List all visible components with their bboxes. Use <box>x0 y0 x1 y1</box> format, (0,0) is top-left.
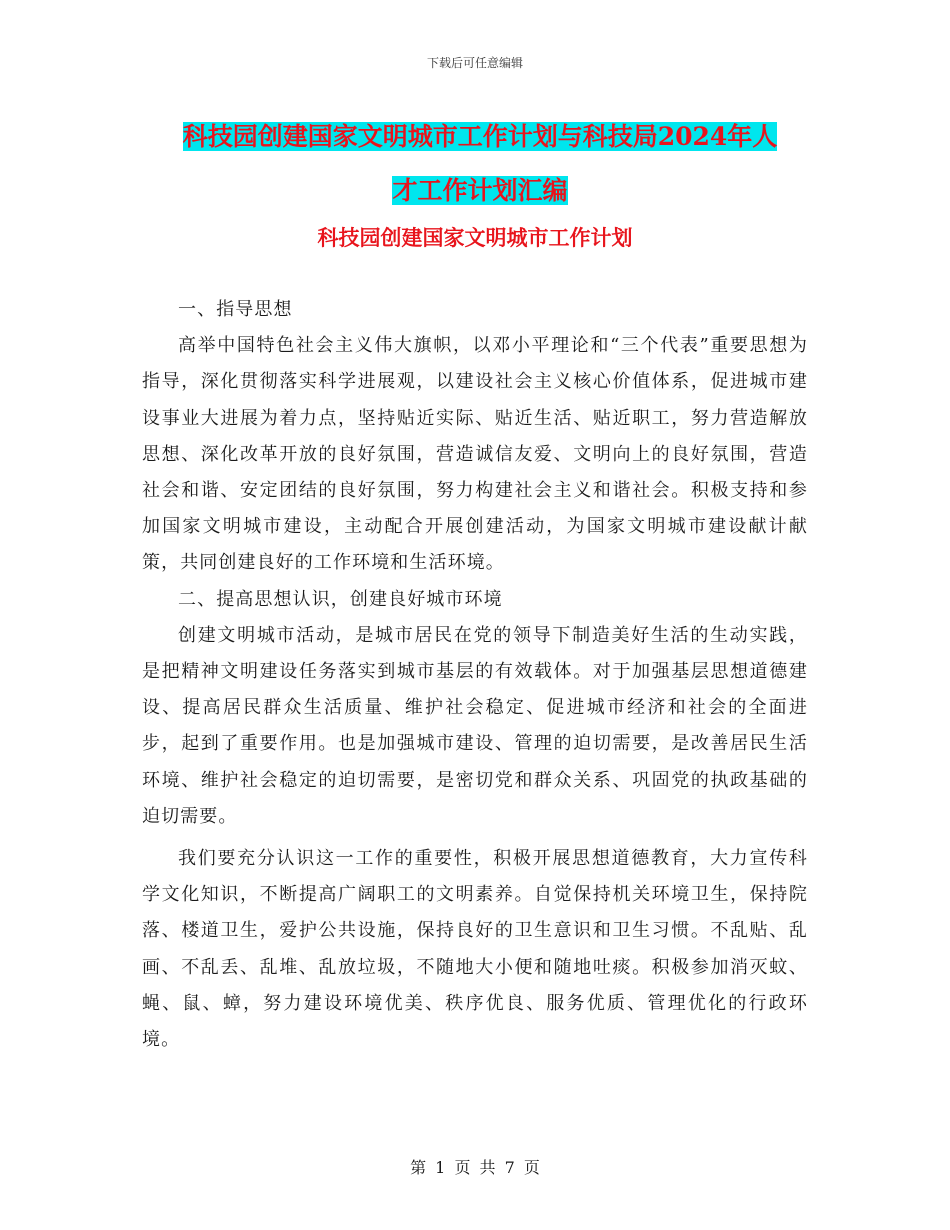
document-title <box>140 110 820 218</box>
document-body <box>142 292 808 1058</box>
document-title-line-1: 科技园创建国家文明城市工作计划与科技局2024年人 <box>182 122 778 151</box>
header-note: 下载后可任意编辑 <box>426 56 523 70</box>
heading-raise-awareness: 二、提高思想认识，创建良好城市环境 <box>178 588 503 610</box>
page-number: 第 1 页 共 7 页 <box>410 1158 540 1177</box>
paragraph: 高举中国特色社会主义伟大旗帜，以邓小平理论和“三个代表”重要思想为指导，深化贯彻落实科学进展观，以建设社会主义核心价值体系，促进城市建设事业大进展为着力点，坚持贴近实际、贴近生活、贴近职工，努力营造解放思想、深化改革开放的良好氛围，营造诚信友爱、文明向上的良好氛围，营造社会和谐、安定团结的良好氛围，努力构建社会主义和谐社会。积极支持和参加国家文明城市建设，主动配合开展创建活动，为国家文明城市建设献计献策，共同创建良好的工作环境和生活环境。 <box>142 335 808 574</box>
paragraph: 我们要充分认识这一工作的重要性，积极开展思想道德教育，大力宣传科学文化知识，不断提高广阔职工的文明素养。自觉保持机关环境卫生，保持院落、楼道卫生，爱护公共设施，保持良好的卫生意识和卫生习惯。不乱贴、乱画、不乱丢、乱堆、乱放垃圾，不随地大小便和随地吐痰。积极参加消灭蚊、蝇、鼠、蟑，努力建设环境优美、秩序优良、服务优质、管理优化的行政环境。 <box>142 848 808 1051</box>
section-title: 科技园创建国家文明城市工作计划 <box>317 225 633 250</box>
paragraph: 创建文明城市活动，是城市居民在党的领导下制造美好生活的生动实践，是把精神文明建设任务落实到城市基层的有效载体。对于加强基层思想道德建设、提高居民群众生活质量、维护社会稳定、促进城市经济和社会的全面进步，起到了重要作用。也是加强城市建设、管理的迫切需要，是改善居民生活环境、维护社会稳定的迫切需要，是密切党和群众关系、巩固党的执政基础的迫切需要。 <box>142 624 808 827</box>
heading-guiding-ideology: 一、指导思想 <box>178 299 293 320</box>
document-title-line-2: 才工作计划汇编 <box>392 176 568 205</box>
